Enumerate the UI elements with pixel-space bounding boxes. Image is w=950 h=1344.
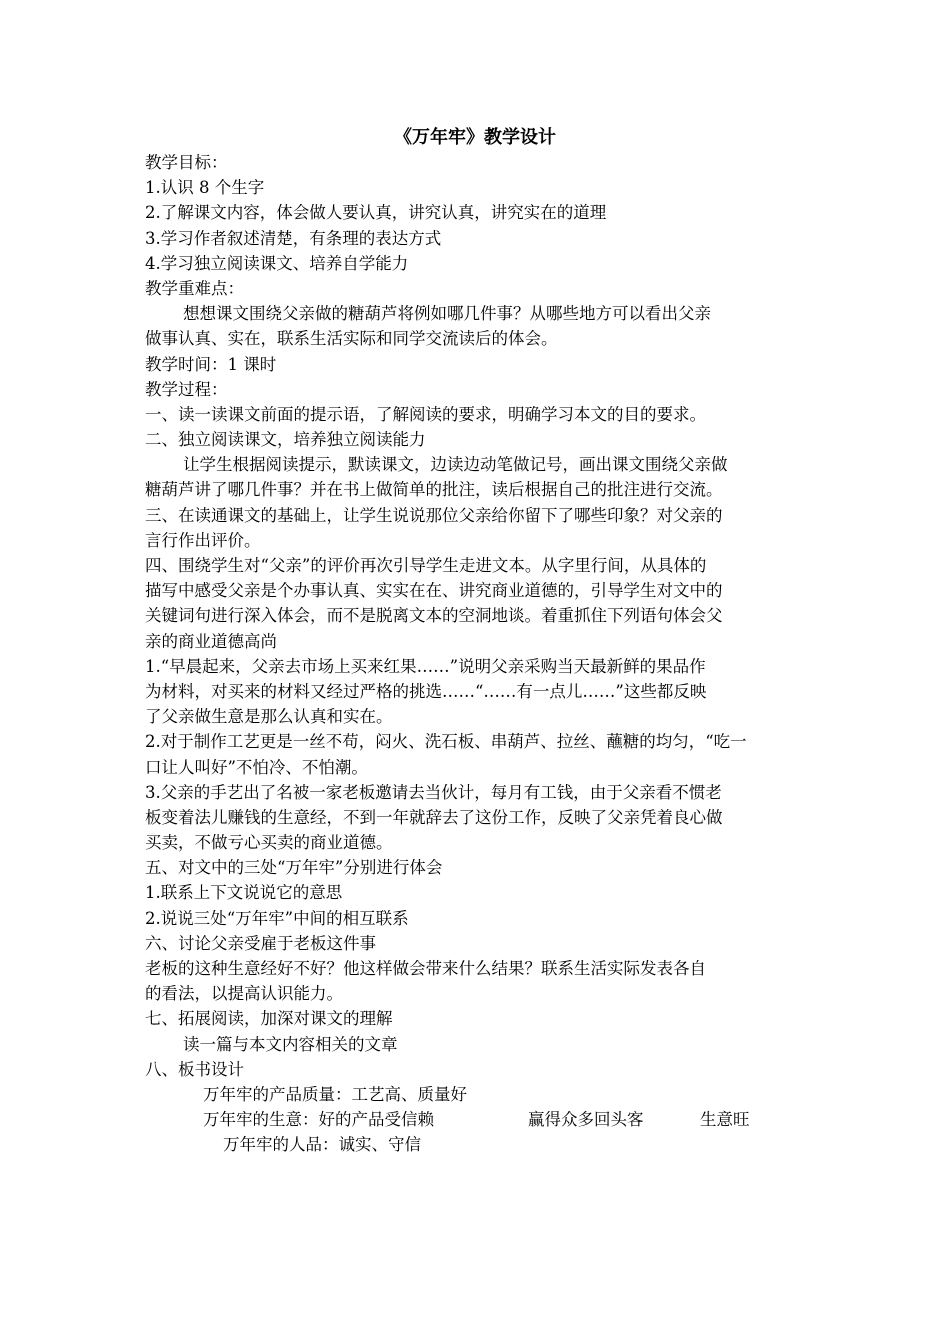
board-business: 万年牢的生意：好的产品受信赖 bbox=[203, 1110, 434, 1130]
step-4-point-1: 1.“早晨起来，父亲去市场上买来红果……”说明父亲采购当天最新鲜的果品作 bbox=[145, 656, 706, 676]
step-5-item: 1.联系上下文说说它的意思 bbox=[145, 883, 343, 903]
process-step-8-heading: 八、板书设计 bbox=[145, 1059, 244, 1079]
key-points-text: 想想课文围绕父亲做的糖葫芦将例如哪几件事？从哪些地方可以看出父亲 bbox=[183, 304, 711, 324]
process-heading: 教学过程： bbox=[145, 379, 228, 399]
process-step-3-text: 三、在读通课文的基础上，让学生说说那位父亲给你留下了哪些印象？对父亲的 bbox=[145, 505, 723, 525]
key-points-text: 做事认真、实在，联系生活实际和同学交流读后的体会。 bbox=[145, 329, 558, 349]
step-4-point-3: 买卖，不做亏心买卖的商业道德。 bbox=[145, 833, 393, 853]
objective-item: 2.了解课文内容，体会做人要认真，讲究认真，讲究实在的道理 bbox=[145, 203, 607, 223]
step-4-point-2: 口让人叫好”不怕冷、不怕潮。 bbox=[145, 757, 368, 777]
process-step-7-heading: 七、拓展阅读，加深对课文的理解 bbox=[145, 1009, 393, 1029]
objective-item: 3.学习作者叙述清楚，有条理的表达方式 bbox=[145, 228, 442, 248]
process-step-5-heading: 五、对文中的三处“万年牢”分别进行体会 bbox=[145, 858, 443, 878]
process-step-2-heading: 二、独立阅读课文，培养独立阅读能力 bbox=[145, 430, 426, 450]
process-step-6-text: 老板的这种生意经好不好？他这样做会带来什么结果？联系生活实际发表各自 bbox=[145, 959, 706, 978]
document-title: 《万年牢》教学设计 bbox=[394, 127, 556, 148]
step-4-point-1: 为材料，对买来的材料又经过严格的挑选……“……有一点儿……”这些都反映 bbox=[145, 681, 707, 701]
step-5-item: 2.说说三处“万年牢”中间的相互联系 bbox=[145, 908, 409, 928]
process-step-4-text: 描写中感受父亲是个办事认真、实实在在、讲究商业道德的，引导学生对文中的 bbox=[145, 581, 723, 601]
process-step-2-text: 让学生根据阅读提示，默读课文，边读边动笔做记号，画出课文围绕父亲做 bbox=[183, 455, 728, 475]
process-step-4-text: 关键词句进行深入体会，而不是脱离文本的空洞地谈。着重抓住下列语句体会父 bbox=[145, 606, 723, 626]
process-step-4-text: 四、围绕学生对“父亲”的评价再次引导学生走进文本。从字里行间，从具体的 bbox=[145, 556, 707, 575]
step-4-point-3: 3.父亲的手艺出了名被一家老板邀请去当伙计，每月有工钱，由于父亲看不惯老 bbox=[145, 782, 722, 802]
process-step-4-text: 亲的商业道德高尚 bbox=[145, 631, 277, 651]
teaching-time: 教学时间：1 课时 bbox=[145, 354, 277, 374]
process-step-6-heading: 六、讨论父亲受雇于老板这件事 bbox=[145, 933, 376, 953]
process-step-6-text: 的看法，以提高认识能力。 bbox=[145, 984, 343, 1004]
board-result: 赢得众多回头客 bbox=[528, 1110, 644, 1130]
objective-item: 4.学习独立阅读课文、培养自学能力 bbox=[145, 253, 409, 273]
step-4-point-3: 板变着法儿赚钱的生意经，不到一年就辞去了这份工作，反映了父亲凭着良心做 bbox=[145, 807, 723, 827]
board-quality: 万年牢的产品质量：工艺高、质量好 bbox=[203, 1084, 467, 1104]
process-step-3-text: 言行作出评价。 bbox=[145, 530, 261, 550]
board-design-row-quality bbox=[145, 1082, 810, 1107]
step-4-point-2: 2.对于制作工艺更是一丝不苟，闷火、洗石板、串葫芦、拉丝、蘸糖的均匀，“吃一 bbox=[145, 732, 747, 752]
objectives-heading: 教学目标： bbox=[145, 153, 228, 172]
key-points-heading: 教学重难点： bbox=[145, 278, 244, 298]
board-design-row-character bbox=[145, 1132, 810, 1157]
process-step-7-text: 读一篇与本文内容相关的文章 bbox=[183, 1034, 398, 1054]
step-4-point-1: 了父亲做生意是那么认真和实在。 bbox=[145, 707, 393, 727]
board-outcome: 生意旺 bbox=[700, 1110, 750, 1130]
board-design-row-business bbox=[145, 1107, 810, 1132]
process-step-1: 一、读一读课文前面的提示语，了解阅读的要求，明确学习本文的目的要求。 bbox=[145, 404, 706, 424]
document-body bbox=[145, 150, 810, 1158]
board-character: 万年牢的人品：诚实、守信 bbox=[223, 1135, 421, 1155]
process-step-2-text: 糖葫芦讲了哪几件事？并在书上做简单的批注，读后根据自己的批注进行交流。 bbox=[145, 480, 723, 500]
objective-item: 1.认识 8 个生字 bbox=[145, 178, 265, 198]
